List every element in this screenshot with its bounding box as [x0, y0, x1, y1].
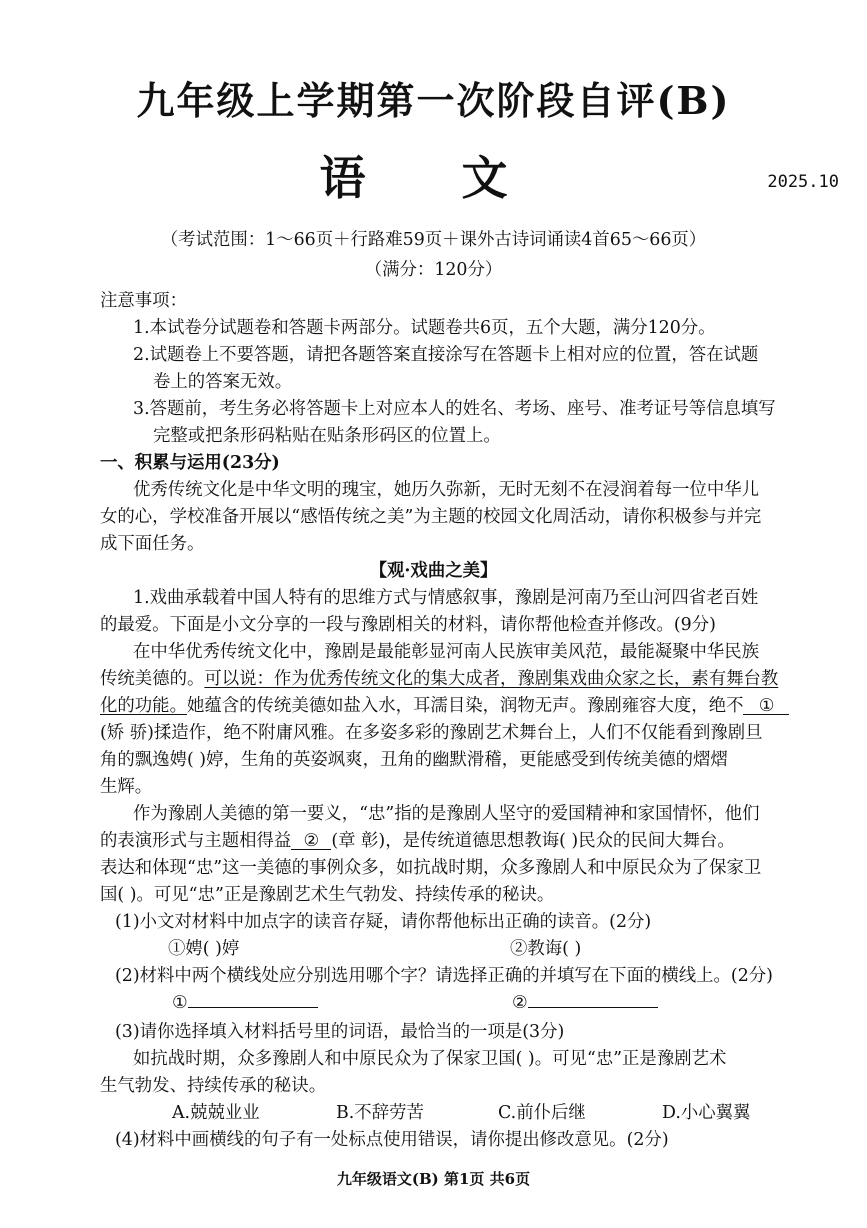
answer-slot-1b: ②教诲( ): [510, 939, 582, 959]
notice-heading: 注意事项：: [100, 291, 187, 311]
sub-question-2: (2)材料中两个横线处应分别选用哪个字？请选择正确的并填写在下面的横线上。(2分): [115, 966, 773, 986]
passage-line: [100, 826, 735, 851]
underlined-sentence-end: 化的功能。: [100, 696, 187, 716]
notice-item: 1.本试卷分试题卷和答题卡两部分。试题卷共6页，五个大题，满分120分。: [133, 318, 716, 338]
option-d: D.小心翼翼: [662, 1103, 751, 1123]
blank-1: ①: [743, 696, 789, 715]
sub-question-3-text: 生气勃发、持续传承的秘诀。: [100, 1076, 327, 1096]
passage-line: 表达和体现“忠”这一美德的事例众多，如抗战时期，众多豫剧人和中原民众为了保家卫: [100, 858, 762, 878]
option-b: B.不辞劳苦: [336, 1103, 424, 1123]
passage-line: 角的飘逸娉( )婷，生角的英姿飒爽，丑角的幽默滑稽，更能感受到传统美德的熠熠: [100, 750, 728, 770]
subsection-heading: 【观·戏曲之美】: [369, 561, 498, 581]
exam-title: 九年级上学期第一次阶段自评(B): [136, 78, 731, 123]
notice-item: 完整或把条形码粘贴在贴条形码区的位置上。: [153, 426, 501, 446]
answer-label: ②: [512, 993, 528, 1013]
answer-line-2a: [172, 989, 318, 1013]
passage-line: 生辉。: [100, 777, 153, 797]
question-1-line: 的最爱。下面是小文分享的一段与豫剧相关的材料，请你帮他检查并修改。(9分): [100, 615, 716, 635]
answer-blank: [528, 989, 658, 1008]
notice-item: 3.答题前，考生务必将答题卡上对应本人的姓名、考场、座号、准考证号等信息填写: [133, 399, 776, 419]
passage-line: 在中华优秀传统文化中，豫剧是最能彰显河南人民族审美风范，最能凝聚中华民族: [133, 642, 760, 662]
exam-date: 2025.10: [767, 172, 839, 192]
passage-line: [100, 691, 789, 716]
answer-line-2b: [512, 989, 658, 1013]
sub-question-3-text: 如抗战时期，众多豫剧人和中原民众为了保家卫国( )。可见“忠”正是豫剧艺术: [133, 1049, 727, 1069]
notice-item: 2.试题卷上不要答题，请把各题答案直接涂写在答题卡上相对应的位置，答在试题: [133, 345, 759, 365]
passage-line: 国( )。可见“忠”正是豫剧艺术生气勃发、持续传承的秘诀。: [100, 885, 555, 905]
passage-text: (章 彰)，是传统道德思想教诲( )民众的民间大舞台。: [331, 831, 735, 851]
exam-scope: （考试范围：1～66页＋行路难59页＋课外古诗词诵读4首65～66页）: [160, 230, 707, 250]
section-heading: 一、积累与运用(23分): [100, 453, 280, 473]
passage-line: (矫 骄)揉造作，绝不附庸风雅。在多姿多彩的豫剧艺术舞台上，人们不仅能看到豫剧旦: [100, 723, 763, 743]
intro-line: 优秀传统文化是中华文明的瑰宝，她历久弥新，无时无刻不在浸润着每一位中华儿: [133, 480, 760, 500]
option-a: A.兢兢业业: [172, 1103, 260, 1123]
question-1-line: 1.戏曲承载着中国人特有的思维方式与情感叙事，豫剧是河南乃至山河四省老百姓: [133, 588, 759, 608]
blank-2: ②: [291, 831, 331, 850]
subject-title: 语 文: [319, 151, 548, 205]
intro-line: 女的心，学校准备开展以“感悟传统之美”为主题的校园文化周活动，请你积极参与并完: [100, 507, 762, 527]
passage-text: 的表演形式与主题相得益: [100, 831, 292, 851]
option-c: C.前仆后继: [498, 1103, 586, 1123]
passage-line: [100, 664, 778, 689]
sub-question-4: (4)材料中画横线的句子有一处标点使用错误，请你提出修改意见。(2分): [115, 1130, 669, 1150]
underlined-sentence: 可以说：作为优秀传统文化的集大成者，豫剧集戏曲众家之长，素有舞台教: [204, 669, 779, 689]
passage-line: 作为豫剧人美德的第一要义，“忠”指的是豫剧人坚守的爱国精神和家国情怀，他们: [133, 804, 760, 824]
answer-slot-1a: ①娉( )婷: [168, 939, 240, 959]
notice-item: 卷上的答案无效。: [153, 372, 293, 392]
full-score: （满分：120分）: [364, 260, 503, 280]
sub-question-1: (1)小文对材料中加点字的读音存疑，请你帮他标出正确的读音。(2分): [115, 912, 652, 932]
passage-text: 传统美德的。: [100, 669, 205, 689]
answer-label: ①: [172, 993, 188, 1013]
answer-blank: [188, 989, 318, 1008]
sub-question-3: (3)请你选择填入材料括号里的词语，最恰当的一项是(3分): [115, 1022, 565, 1042]
passage-text: 她蕴含的传统美德如盐入水，耳濡目染，润物无声。豫剧雍容大度，绝不: [186, 696, 744, 716]
intro-line: 成下面任务。: [100, 534, 205, 554]
page-footer: 九年级语文(B) 第1页 共6页: [336, 1170, 531, 1188]
